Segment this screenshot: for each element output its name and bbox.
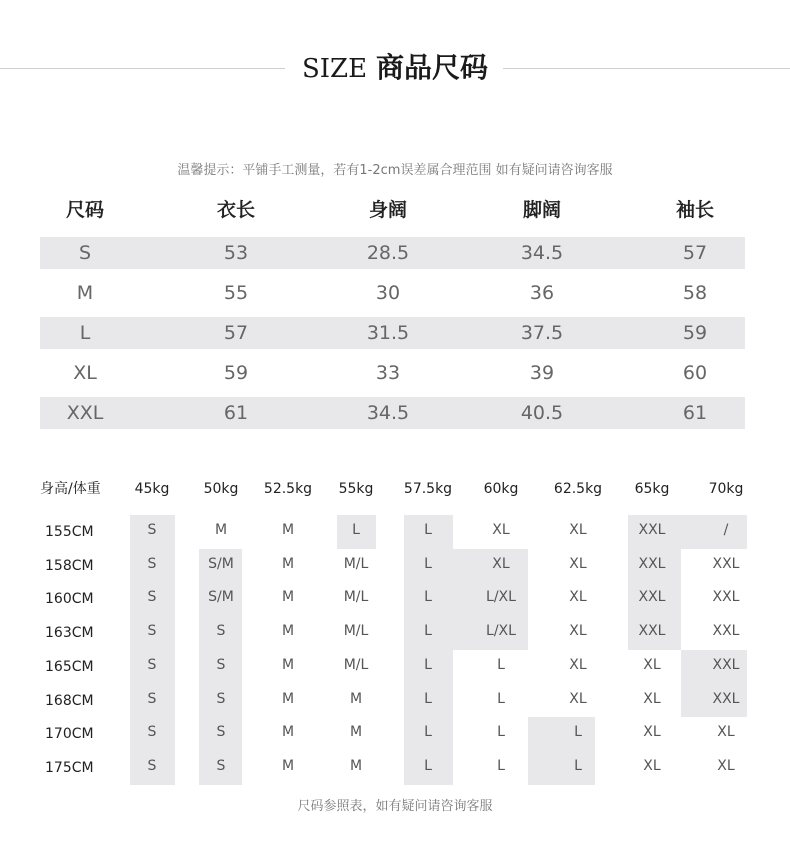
fit-table-cell: L bbox=[497, 656, 505, 673]
fit-table-cell: L bbox=[424, 690, 432, 707]
fit-table-cell: L bbox=[497, 690, 505, 707]
size-table-cell: 57 bbox=[223, 322, 249, 344]
fit-table-cell: XXL bbox=[712, 690, 740, 707]
fit-table-cell: L bbox=[497, 757, 505, 774]
fit-table-cell: XXL bbox=[638, 522, 666, 538]
fit-table-cell: M bbox=[281, 690, 295, 707]
fit-table-cell: XL bbox=[569, 589, 587, 606]
size-table-cell: 36 bbox=[529, 282, 555, 304]
fit-table-cell: XL bbox=[569, 555, 587, 572]
fit-table-cell: L/XL bbox=[486, 623, 516, 640]
size-table-cell: 60 bbox=[682, 362, 708, 384]
fit-table-weight-header: 55kg bbox=[338, 481, 374, 497]
fit-table-cell: M bbox=[349, 757, 363, 774]
size-table-cell: 33 bbox=[375, 362, 401, 384]
fit-table-cell: XL bbox=[569, 690, 587, 707]
fit-table-cell: S bbox=[216, 623, 226, 640]
fit-table-cell: XXL bbox=[638, 623, 666, 640]
size-table-cell: L bbox=[79, 322, 91, 344]
fit-table-cell: M bbox=[281, 724, 295, 741]
fit-table-cell: XL bbox=[492, 555, 510, 572]
fit-table-cell: S bbox=[147, 656, 157, 673]
fit-table-cell: XL bbox=[643, 690, 661, 707]
size-table-cell: 34.5 bbox=[366, 402, 410, 424]
fit-table-cell: XXL bbox=[638, 589, 666, 606]
fit-table-cell: S bbox=[147, 555, 157, 572]
fit-table-cell: S bbox=[147, 724, 157, 741]
fit-table-cell: L bbox=[574, 724, 582, 741]
fit-table-cell: M/L bbox=[343, 623, 369, 640]
fit-table-cell: / bbox=[723, 522, 729, 538]
fit-table-cell: L/XL bbox=[486, 589, 516, 606]
fit-table-cell: L bbox=[424, 656, 432, 673]
fit-table-weight-header: 52.5kg bbox=[263, 481, 313, 497]
fit-table-weight-header: 60kg bbox=[483, 481, 519, 497]
size-table-header-cell: 衣长 bbox=[216, 198, 255, 221]
fit-table-cell: L bbox=[424, 589, 432, 606]
fit-table-cell: S bbox=[147, 757, 157, 774]
size-table-cell: 37.5 bbox=[520, 322, 564, 344]
size-table-cell: XXL bbox=[66, 402, 104, 424]
fit-table-cell: S/M bbox=[208, 589, 234, 606]
size-table-cell: 30 bbox=[375, 282, 401, 304]
fit-table-cell: XL bbox=[492, 522, 510, 538]
fit-table-cell: S bbox=[147, 589, 157, 606]
fit-table-height-label: 158CM bbox=[45, 557, 94, 574]
size-table-cell: 28.5 bbox=[366, 242, 410, 264]
title-english: SIZE bbox=[301, 54, 368, 84]
fit-table-cell: XL bbox=[569, 522, 587, 538]
fit-table-height-label: 165CM bbox=[45, 658, 94, 675]
fit-table-height-label: 170CM bbox=[45, 726, 94, 743]
size-table-cell: 61 bbox=[682, 402, 708, 424]
size-table-cell: XL bbox=[73, 362, 97, 384]
fit-table-cell: XXL bbox=[712, 555, 740, 572]
size-table-cell: 58 bbox=[682, 282, 708, 304]
size-table-header-cell: 尺码 bbox=[65, 198, 104, 221]
fit-table-cell: M bbox=[214, 522, 228, 538]
fit-table-cell: XL bbox=[643, 724, 661, 741]
fit-table-cell: S bbox=[216, 656, 226, 673]
fit-table-cell: L bbox=[424, 724, 432, 741]
size-table-cell: M bbox=[76, 282, 94, 304]
fit-table-cell: XXL bbox=[712, 656, 740, 673]
size-table-cell: S bbox=[78, 242, 92, 264]
size-table-cell: 34.5 bbox=[520, 242, 564, 264]
fit-table-cell: M bbox=[281, 623, 295, 640]
size-table-cell: 61 bbox=[223, 402, 249, 424]
fit-table-cell: XL bbox=[569, 656, 587, 673]
fit-table-cell: XXL bbox=[638, 555, 666, 572]
footer-note: 尺码参照表，如有疑问请咨询客服 bbox=[297, 799, 493, 814]
size-table-cell: 31.5 bbox=[366, 322, 410, 344]
size-table-cell: 40.5 bbox=[520, 402, 564, 424]
fit-table-cell: M bbox=[349, 724, 363, 741]
fit-table-weight-header: 45kg bbox=[134, 481, 170, 497]
fit-table-cell: L bbox=[497, 724, 505, 741]
fit-table-cell: M/L bbox=[343, 589, 369, 606]
measurement-note: 温馨提示：平铺手工测量，若有1-2cm误差属合理范围 如有疑问请咨询客服 bbox=[177, 163, 613, 178]
fit-table-cell: S bbox=[216, 690, 226, 707]
size-table-header-cell: 脚阔 bbox=[522, 198, 561, 221]
fit-table-height-label: 175CM bbox=[45, 759, 94, 776]
fit-table-cell: M bbox=[281, 757, 295, 774]
fit-table-cell: M bbox=[281, 656, 295, 673]
fit-table-cell: XXL bbox=[712, 623, 740, 640]
fit-table-cell: S bbox=[216, 757, 226, 774]
fit-table-cell: M bbox=[281, 522, 295, 538]
fit-table-cell: M/L bbox=[343, 555, 369, 572]
size-table-cell: 57 bbox=[682, 242, 708, 264]
fit-table-cell: M bbox=[281, 555, 295, 572]
fit-table-cell: L bbox=[352, 522, 360, 538]
fit-table-height-label: 160CM bbox=[45, 591, 94, 608]
fit-table-height-label: 168CM bbox=[45, 692, 94, 709]
fit-table-cell: S bbox=[147, 522, 157, 538]
fit-table-cell: XL bbox=[717, 757, 735, 774]
fit-table-cell: S bbox=[147, 623, 157, 640]
title-chinese: 商品尺码 bbox=[376, 51, 489, 84]
fit-table-cell: M/L bbox=[343, 656, 369, 673]
size-table-header-cell: 身阔 bbox=[368, 198, 407, 221]
fit-table-cell: L bbox=[574, 757, 582, 774]
fit-table-cell: M bbox=[349, 690, 363, 707]
fit-table-corner-label: 身高/体重 bbox=[40, 481, 101, 497]
fit-table-cell: S bbox=[147, 690, 157, 707]
fit-table-cell: L bbox=[424, 555, 432, 572]
fit-table-weight-header: 57.5kg bbox=[403, 481, 453, 497]
size-table-cell: 59 bbox=[682, 322, 708, 344]
fit-table-weight-header: 62.5kg bbox=[553, 481, 603, 497]
fit-table-cell: XXL bbox=[712, 589, 740, 606]
fit-table-cell: S/M bbox=[208, 555, 234, 572]
fit-table-cell: L bbox=[424, 623, 432, 640]
fit-table-cell: M bbox=[281, 589, 295, 606]
fit-table-cell: L bbox=[424, 522, 432, 538]
fit-table-weight-header: 65kg bbox=[634, 481, 670, 497]
size-table-cell: 55 bbox=[223, 282, 249, 304]
fit-table-cell: XL bbox=[569, 623, 587, 640]
fit-table-weight-header: 50kg bbox=[203, 481, 239, 497]
size-table-cell: 59 bbox=[223, 362, 249, 384]
fit-table-cell: L bbox=[424, 757, 432, 774]
fit-table-weight-header: 70kg bbox=[708, 481, 744, 497]
fit-table-height-label: 163CM bbox=[45, 625, 94, 642]
fit-table-cell: XL bbox=[643, 757, 661, 774]
size-table-header-cell: 袖长 bbox=[675, 198, 714, 221]
fit-table-height-label: 155CM bbox=[45, 524, 94, 540]
fit-table-cell: XL bbox=[717, 724, 735, 741]
fit-table-cell: XL bbox=[643, 656, 661, 673]
fit-table-cell: S bbox=[216, 724, 226, 741]
size-table-cell: 53 bbox=[223, 242, 249, 264]
size-table-cell: 39 bbox=[529, 362, 555, 384]
